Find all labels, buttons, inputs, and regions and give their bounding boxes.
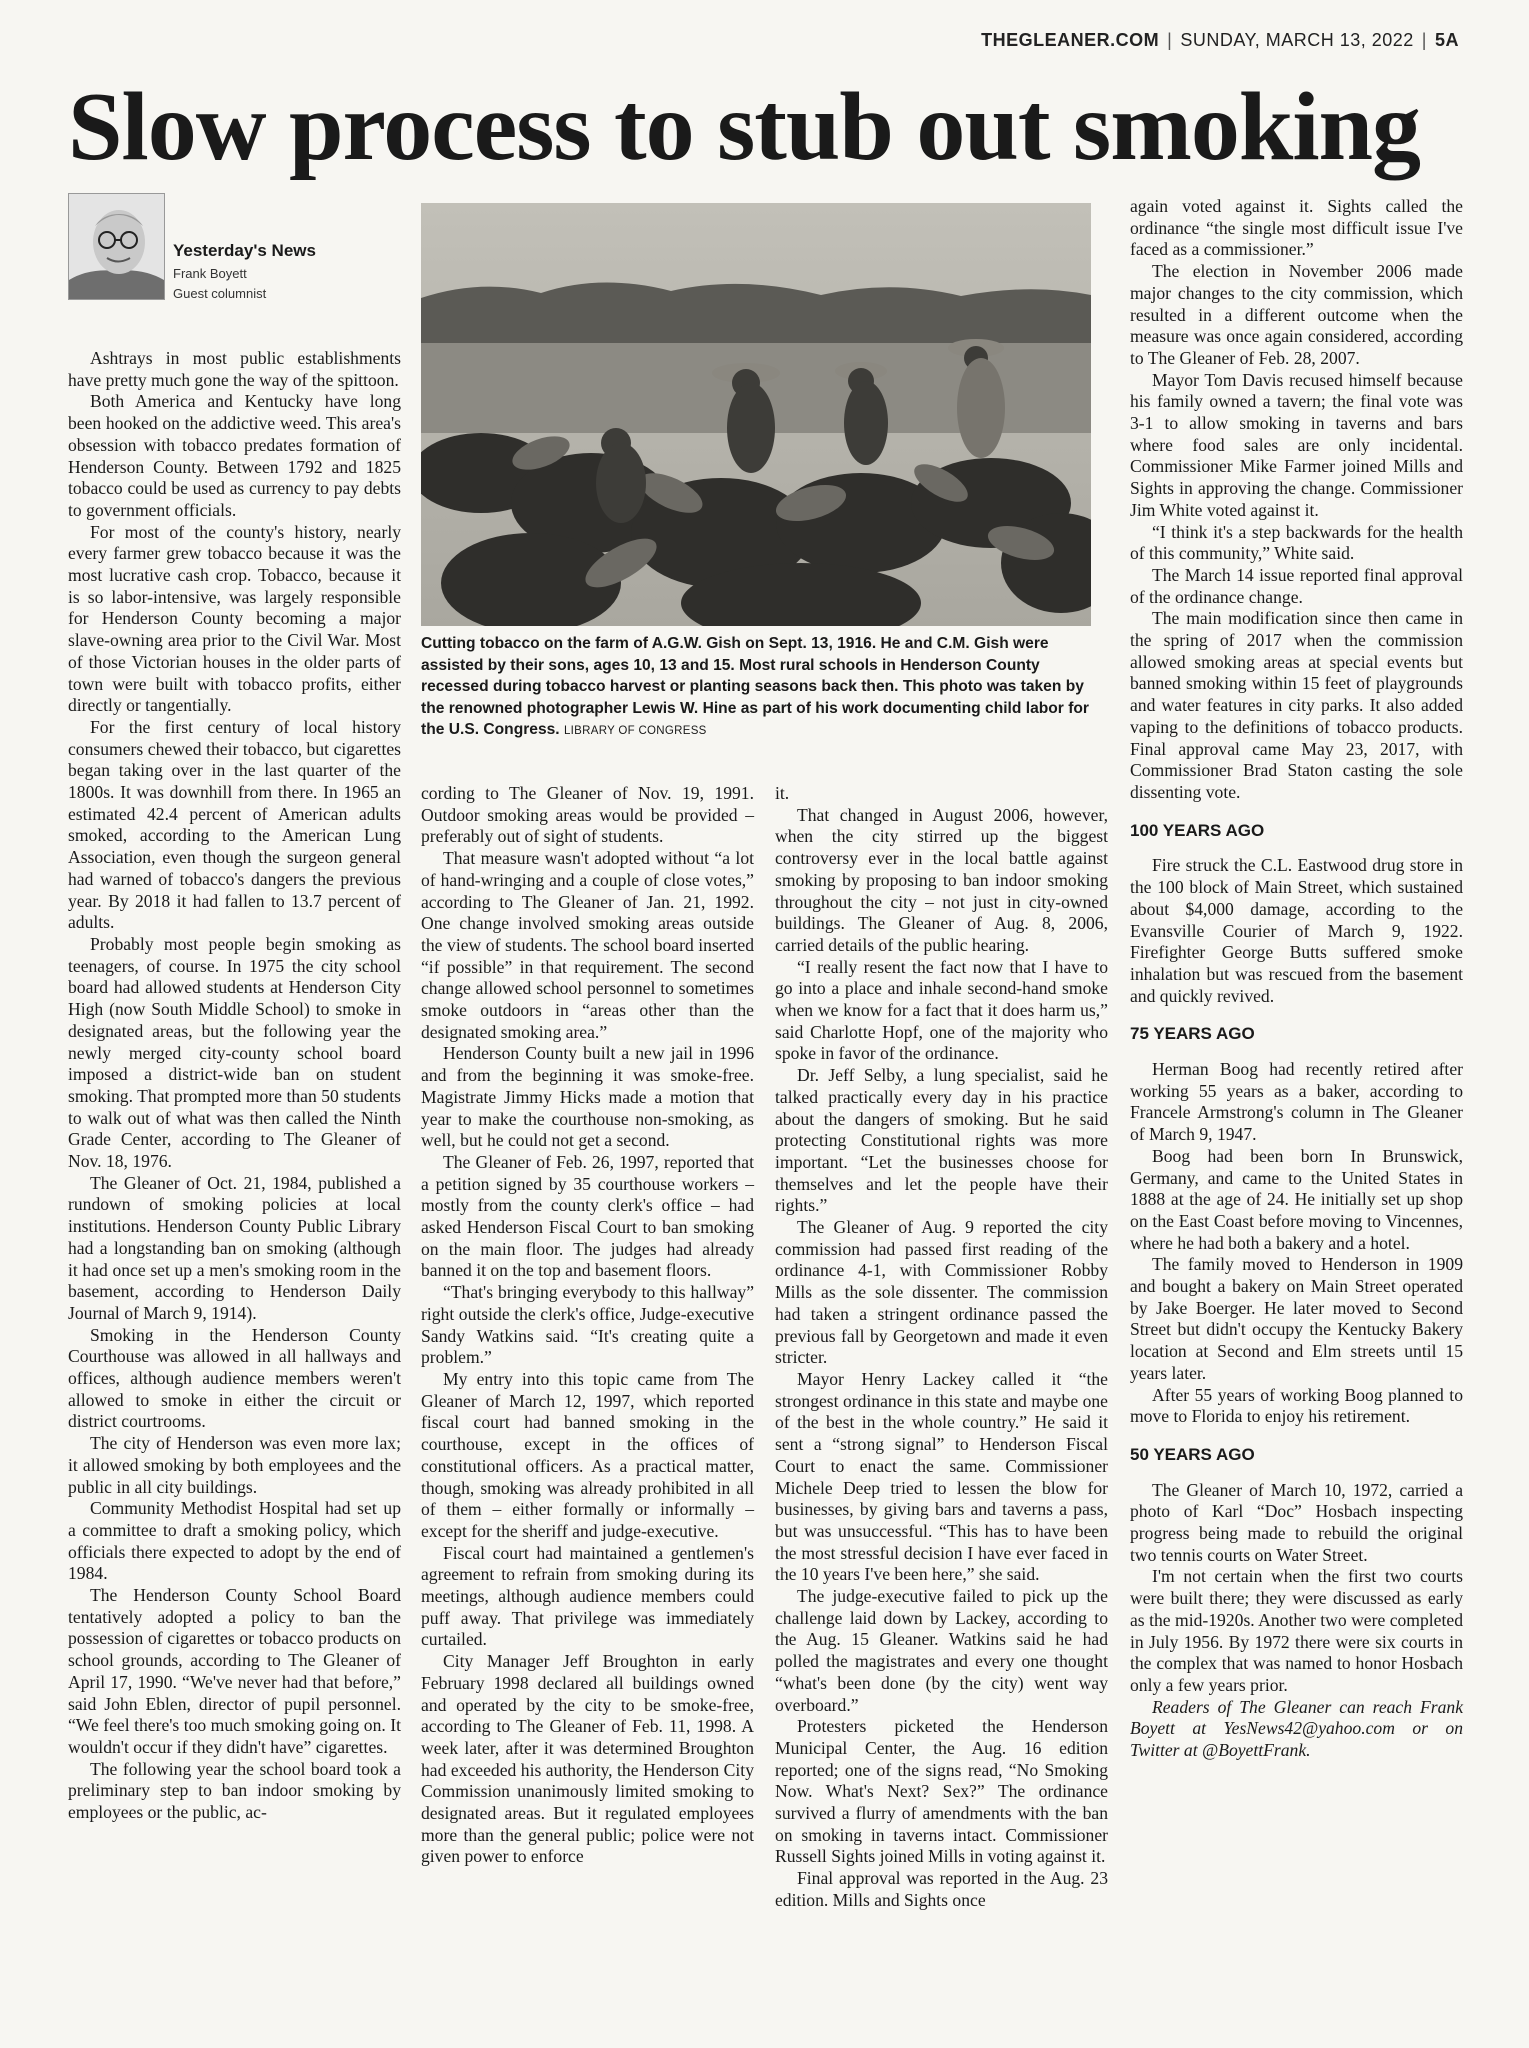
paragraph: My entry into this topic came from The Gleaner of March 12, 1997, which reported fiscal court had banned smoking in the courthouse, except in the offices of constitutional officers. As a practical matter, though, smoking was already prohibited in all of them – either formally or informally – except for the sheriff and judge-executive. [421, 1368, 754, 1541]
author-contact-note: Readers of The Gleaner can reach Frank Boyett at YesNews42@yahoo.com or on Twitter at @BoyettFrank. [1130, 1696, 1463, 1761]
author-role: Guest columnist [173, 286, 267, 301]
section-heading-50-years: 50 YEARS AGO [1130, 1444, 1255, 1464]
paragraph: Henderson County built a new jail in 1996 and from the beginning it was smoke-free. Magistrate Jimmy Hicks made a motion that year to make the courthouse non-smoking, as well, but he could not get a second. [421, 1043, 754, 1151]
photo-caption [421, 633, 1111, 743]
paragraph: again voted against it. Sights called the ordinance “the single most difficult issue I've faced as a commissioner.” [1130, 196, 1463, 260]
page-number: 5A [1434, 30, 1459, 50]
paragraph: The Gleaner of Feb. 26, 1997, reported that a petition signed by 35 courthouse workers – mostly from the county clerk's office – had asked Henderson Fiscal Court to ban smoking on the main floor. The judges had already banned it on the top and basement floors. [421, 1151, 754, 1281]
paragraph: The March 14 issue reported final approval of the ordinance change. [1130, 564, 1463, 607]
paragraph: The election in November 2006 made major changes to the city commission, which resulted in a different outcome when the measure was once again considered, according to The Gleaner of Feb. 28, 2007. [1130, 261, 1463, 368]
paragraph: The following year the school board took a preliminary step to ban indoor smoking by employees or the public, ac- [68, 1758, 401, 1823]
paragraph: Fiscal court had maintained a gentlemen's agreement to refrain from smoking during its meetings, although audience members could puff away. That privilege was immediately curtailed. [421, 1542, 754, 1650]
paragraph: The Gleaner of Aug. 9 reported the city commission had passed first reading of the ordinance 4-1, with Commissioner Robby Mills as the sole dissenter. The commission had taken a stringent ordinance passed the previous fall by Georgetown and made it even stricter. [775, 1217, 1108, 1368]
paragraph: Ashtrays in most public establishments have pretty much gone the way of the spittoon. [68, 348, 401, 390]
paragraph: Protesters picketed the Henderson Municipal Center, the Aug. 16 edition reported; one of the signs read, “No Smoking Now. What's Next? Sex?” The ordinance survived a flurry of amendments with the ban on smoking in taverns intact. Commissioner Russell Sights joined Mills in voting against it. [775, 1716, 1108, 1867]
caption-text: Cutting tobacco on the farm of A.G.W. Gish on Sept. 13, 1916. He and C.M. Gish were assisted by their sons, ages 10, 13 and 15. Most rural schools in Henderson County recessed during tobacco harvest or planting seasons back then. This photo was taken by the renowned photographer Lewis W. Hine as part of his work documenting child labor for the U.S. Congress. [421, 635, 1089, 738]
paragraph: For most of the county's history, nearly every farmer grew tobacco because it was the most lucrative cash crop. Tobacco, because it is so labor-intensive, was largely responsible for Henderson County becoming a major slave-owning area prior to the Civil War. Most of those Victorian houses in the older parts of town were built with tobacco profits, either directly or tangentially. [68, 521, 401, 716]
section-heading-100-years: 100 YEARS AGO [1130, 820, 1265, 840]
paragraph: After 55 years of working Boog planned to move to Florida to enjoy his retirement. [1130, 1384, 1463, 1427]
paragraph: Final approval was reported in the Aug. 23 edition. Mills and Sights once [775, 1868, 1108, 1910]
paragraph: “I really resent the fact now that I have to go into a place and inhale second-hand smoke when we know for a fact that it does harm us,” said Charlotte Hopf, one of the majority who spoke in favor of the ordinance. [775, 956, 1108, 1064]
paragraph: The Gleaner of March 10, 1972, carried a photo of Karl “Doc” Hosbach inspecting progress being made to rebuild the original two tennis courts on Water Street. [1130, 1479, 1463, 1565]
paragraph: For the first century of local history consumers chewed their tobacco, but cigarettes began taking over in the last quarter of the 1800s. It was downhill from there. In 1965 an estimated 42.4 percent of American adults smoked, according to the American Lung Association, even though the surgeon general had warned of tobacco's dangers the previous year. By 2018 it had fallen to 13.7 percent of adults. [68, 716, 401, 933]
paragraph: The main modification since then came in the spring of 2017 when the commission allowed smoking areas at special events but banned smoking within 15 feet of playgrounds and water features in city parks. It also added vaping to the definitions of tobacco products. Final approval came May 23, 2017, with Commissioner Brad Staton casting the sole dissenting vote. [1130, 608, 1463, 802]
paragraph: I'm not certain when the first two courts were built there; they were discussed as early as the mid-1920s. Another two were completed in July 1956. By 1972 there were six courts in the complex that was named to honor Hosbach only a few years prior. [1130, 1566, 1463, 1695]
author-name: Frank Boyett [173, 266, 247, 281]
photo-credit: LIBRARY OF CONGRESS [563, 725, 707, 737]
paragraph: The city of Henderson was even more lax; it allowed smoking by both employees and the public in all city buildings. [68, 1433, 401, 1497]
article-column-1 [68, 348, 401, 1824]
paragraph: The judge-executive failed to pick up the challenge laid down by Lackey, according to the Aug. 15 Gleaner. Watkins said he had polled the magistrates and every one thought “what's been done (by the city) went way overboard.” [775, 1586, 1108, 1715]
article-column-4 [1130, 196, 1463, 1762]
paragraph: The family moved to Henderson in 1909 and bought a bakery on Main Street operated by Jake Boerger. He later moved to Second Street but didn't occupy the Kentucky Bakery location at Second and Elm streets until 15 years later. [1130, 1254, 1463, 1383]
paragraph: Dr. Jeff Selby, a lung specialist, said he talked practically every day in his practice about the dangers of smoking. But he said protecting Constitutional rights was more important. “Let the businesses choose for themselves and let the people have their rights.” [775, 1065, 1108, 1216]
tobacco-farm-photo [421, 203, 1091, 626]
paragraph: The Gleaner of Oct. 21, 1984, published a rundown of smoking policies at local institutions. Henderson County Public Library had a longstanding ban on smoking (although it had once set up a men's smoking room in the basement, according to Henderson Daily Journal of March 9, 1914). [68, 1172, 401, 1323]
paragraph: “That's bringing everybody to this hallway” right outside the clerk's office, Judge-executive Sandy Watkins said. “It's creating quite a problem.” [421, 1282, 754, 1368]
paragraph: Boog had been born In Brunswick, Germany, and came to the United States in 1888 at the age of 24. He initially set up shop on the East Coast before moving to Vincennes, where he had both a bakery and a hotel. [1130, 1145, 1463, 1253]
paragraph: Smoking in the Henderson County Courthouse was allowed in all hallways and offices, although audience members weren't allowed to smoke in either the circuit or district courtrooms. [68, 1324, 401, 1432]
issue-date: SUNDAY, MARCH 13, 2022 [1180, 30, 1414, 50]
site-name: THEGLEANER.COM [981, 30, 1160, 50]
column-name: Yesterday's News [173, 241, 316, 260]
article-column-2 [421, 783, 754, 1868]
paragraph: cording to The Gleaner of Nov. 19, 1991. Outdoor smoking areas would be provided – preferably out of sight of students. [421, 783, 754, 847]
paragraph: City Manager Jeff Broughton in early February 1998 declared all buildings owned and operated by the city to be smoke-free, according to The Gleaner of Feb. 11, 1998. A week later, after it was determined Broughton had exceeded his authority, the Henderson City Commission unanimously limited smoking to designated areas. But it regulated employees more than the general public; police were not given power to enforce [421, 1651, 754, 1867]
paragraph: Mayor Henry Lackey called it “the strongest ordinance in this state and maybe one of the best in the whole country.” He said it sent a “strong signal” to Henderson Fiscal Court to enact the same. Commissioner Michele Deep tried to lessen the blow for businesses, by giving bars and taverns a pass, but was unsuccessful. “This has to have been the most stressful decision I have ever faced in the 10 years I've been here,” she said. [775, 1368, 1108, 1585]
paragraph: Herman Boog had recently retired after working 55 years as a baker, according to Francele Armstrong's column in The Gleaner of March 9, 1947. [1130, 1059, 1463, 1145]
paragraph: The Henderson County School Board tentatively adopted a policy to ban the possession of cigarettes or tobacco products on school grounds, according to The Gleaner of April 17, 1990. “We've never had that before,” said John Eblen, director of pupil personnel. “We feel there's too much smoking going on. It wouldn't occur if they didn't have” cigarettes. [68, 1585, 401, 1757]
paragraph: Probably most people begin smoking as teenagers, of course. In 1975 the city school board had allowed students at Henderson City High (now South Middle School) to smoke in designated areas, but the following year the newly merged city-county school board imposed a district-wide ban on student smoking. That prompted more than 50 students to walk out of what was then called the Ninth Grade Center, according to The Gleaner of Nov. 18, 1976. [68, 933, 401, 1172]
section-heading-75-years: 75 YEARS AGO [1130, 1024, 1255, 1044]
paragraph: That measure wasn't adopted without “a lot of hand-wringing and a couple of close votes,” according to The Gleaner of Jan. 21, 1992. One change involved smoking areas outside the view of students. The school board inserted “if possible” in that requirement. The second change allowed school personnel to sometimes smoke outdoors in “areas other than the designated smoking area.” [421, 848, 754, 1042]
paragraph: That changed in August 2006, however, when the city stirred up the biggest controversy ever in the local battle against smoking by proposing to ban indoor smoking throughout the city – not just in city-owned buildings. The Gleaner of Aug. 8, 2006, carried details of the public hearing. [775, 804, 1108, 955]
headline: Slow process to stub out smoking [68, 73, 1421, 181]
paragraph: “I think it's a step backwards for the health of this community,” White said. [1130, 521, 1463, 564]
page-header: THEGLEANER.COM | SUNDAY, MARCH 13, 2022 | 5A [981, 30, 1459, 50]
article-column-3 [775, 783, 1108, 1912]
paragraph: Both America and Kentucky have long been hooked on the addictive weed. This area's obsession with tobacco predates formation of Henderson County. Between 1792 and 1825 tobacco could be used as currency to pay debts to government officials. [68, 391, 401, 520]
paragraph: Community Methodist Hospital had set up a committee to draft a smoking policy, which officials there expected to adopt by the end of 1984. [68, 1498, 401, 1584]
paragraph: Fire struck the C.L. Eastwood drug store in the 100 block of Main Street, which sustained about $4,000 damage, according to the Evansville Courier of March 9, 1922. Firefighter George Butts suffered smoke inhalation but was rescued from the basement and quickly revived. [1130, 855, 1463, 1006]
paragraph: it. [775, 783, 790, 803]
author-headshot [68, 193, 165, 300]
paragraph: Mayor Tom Davis recused himself because his family owned a tavern; the final vote was 3-1 to allow smoking in taverns and bars where food sales are only incidental. Commissioner Mike Farmer joined Mills and Sights in approving the change. Commissioner Jim White voted against it. [1130, 369, 1463, 520]
